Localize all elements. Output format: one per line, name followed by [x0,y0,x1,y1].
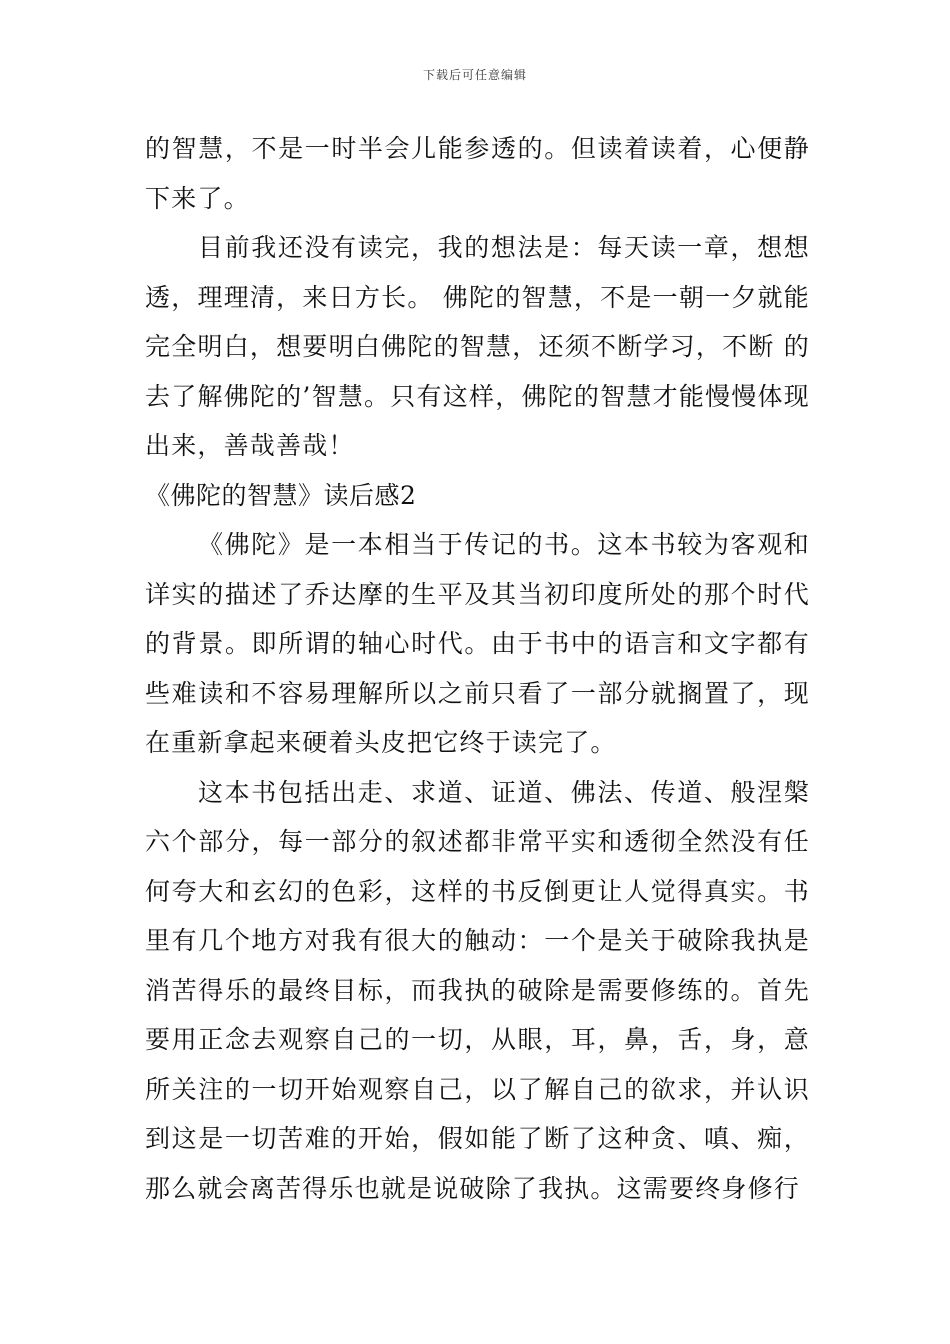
paragraph-book-structure: 这本书包括出走、求道、证道、佛法、传道、般涅槃六个部分，每一部分的叙述都非常平实和透彻全然没有任何夸大和玄幻的色彩，这样的书反倒更让人觉得真实。书里有几个地方对我有很大的触动：一个是关于破除我执是消苦得乐的最终目标，而我执的破除是需要修练的。首先要用正念去观察自己的一切，从眼，耳，鼻，舌，身，意所关注的一切开始观察自己，以了解自己的欲求，并认识到这是一切苦难的开始，假如能了断了这种贪、嗔、痴，那么就会离苦得乐也就是说破除了我执。这需要终身修行 [145,777,810,1203]
paragraph-continuation: 的智慧，不是一时半会儿能参透的。但读着读着，心便静下来了。 [145,134,810,213]
paragraph-reading-plan: 目前我还没有读完，我的想法是：每天读一章，想想透，理理清，来日方长。 佛陀的智慧，不是一朝一夕就能完全明白，想要明白佛陀的智慧，还须不断学习，不断 的去了解佛陀的’智慧。只有这样，佛陀的智慧才能慢慢体现出来，善哉善哉！ [145,233,810,460]
document-body [145,124,810,1213]
section-title: 《佛陀的智慧》读后感2 [145,480,417,510]
header-note: 下载后可任意编辑 [422,68,527,82]
paragraph-book-intro: 《佛陀》是一本相当于传记的书。这本书较为客观和详实的描述了乔达摩的生平及其当初印度所处的那个时代的背景。即所谓的轴心时代。由于书中的语言和文字都有些难读和不容易理解所以之前只看了一部分就搁置了，现在重新拿起来硬着头皮把它终于读完了。 [145,530,810,757]
